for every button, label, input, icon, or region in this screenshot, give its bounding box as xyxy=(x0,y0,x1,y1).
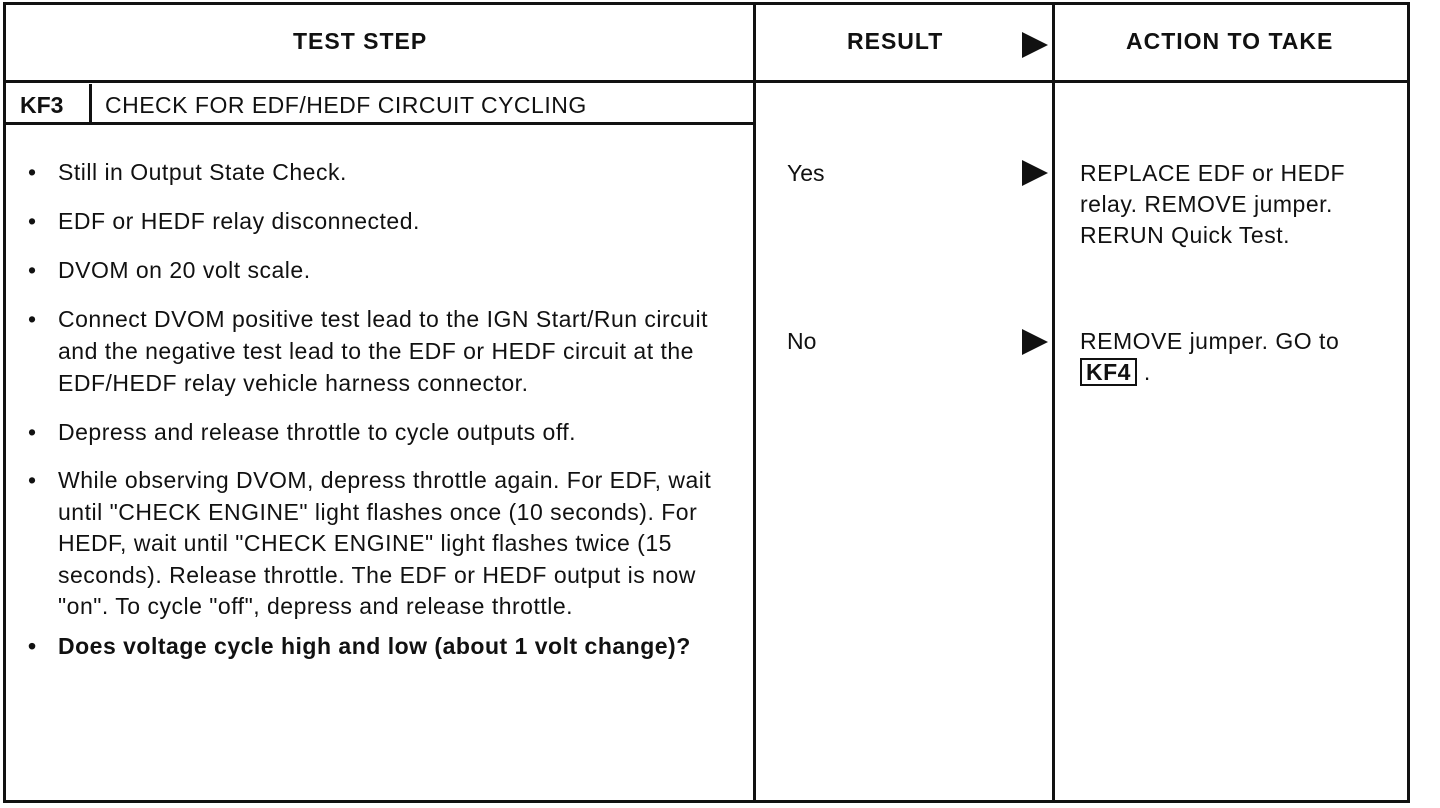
arrow-right-icon xyxy=(1022,32,1048,58)
arrow-right-icon xyxy=(1022,160,1048,186)
instruction-list xyxy=(28,156,728,679)
column-divider xyxy=(1052,2,1055,803)
instruction-item: • DVOM on 20 volt scale. xyxy=(28,254,728,286)
action-no xyxy=(1080,326,1380,388)
column-divider xyxy=(753,2,756,803)
instruction-item: • EDF or HEDF relay disconnected. xyxy=(28,205,728,237)
header-test-step: TEST STEP xyxy=(293,28,428,54)
action-no-text: REMOVE jumper. GO to xyxy=(1080,328,1340,354)
instruction-item: • While observing DVOM, depress throttle again. For EDF, wait until "CHECK ENGINE" light flashes once (10 seconds). For HEDF, wait until "CHECK ENGINE" light flashes twice (15 seconds). Release throttle. The EDF or HEDF output is now "on". To cycle "off", depress and release throttle. xyxy=(28,465,728,623)
action-yes: REPLACE EDF or HEDF relay. REMOVE jumper. RERUN Quick Test. xyxy=(1080,160,1346,248)
arrow-right-icon xyxy=(1022,329,1048,355)
header-divider xyxy=(3,80,1410,83)
result-yes: Yes xyxy=(787,160,825,186)
step-code-separator xyxy=(89,84,92,124)
step-reference-kf4[interactable]: KF4 xyxy=(1080,358,1137,386)
header-result: RESULT xyxy=(847,28,944,54)
instruction-item: • Connect DVOM positive test lead to the IGN Start/Run circuit and the negative test lead to the EDF or HEDF circuit at the EDF/HEDF relay vehicle harness connector. xyxy=(28,303,728,399)
instruction-question: • Does voltage cycle high and low (about 1 volt change)? xyxy=(28,631,728,662)
instruction-item: • Still in Output State Check. xyxy=(28,156,728,188)
action-no-suffix: . xyxy=(1143,359,1151,385)
header-action-to-take: ACTION TO TAKE xyxy=(1126,28,1334,54)
step-code: KF3 xyxy=(20,92,64,118)
result-no: No xyxy=(787,328,817,354)
step-title: CHECK FOR EDF/HEDF CIRCUIT CYCLING xyxy=(105,92,587,118)
instruction-item: • Depress and release throttle to cycle outputs off. xyxy=(28,416,728,448)
